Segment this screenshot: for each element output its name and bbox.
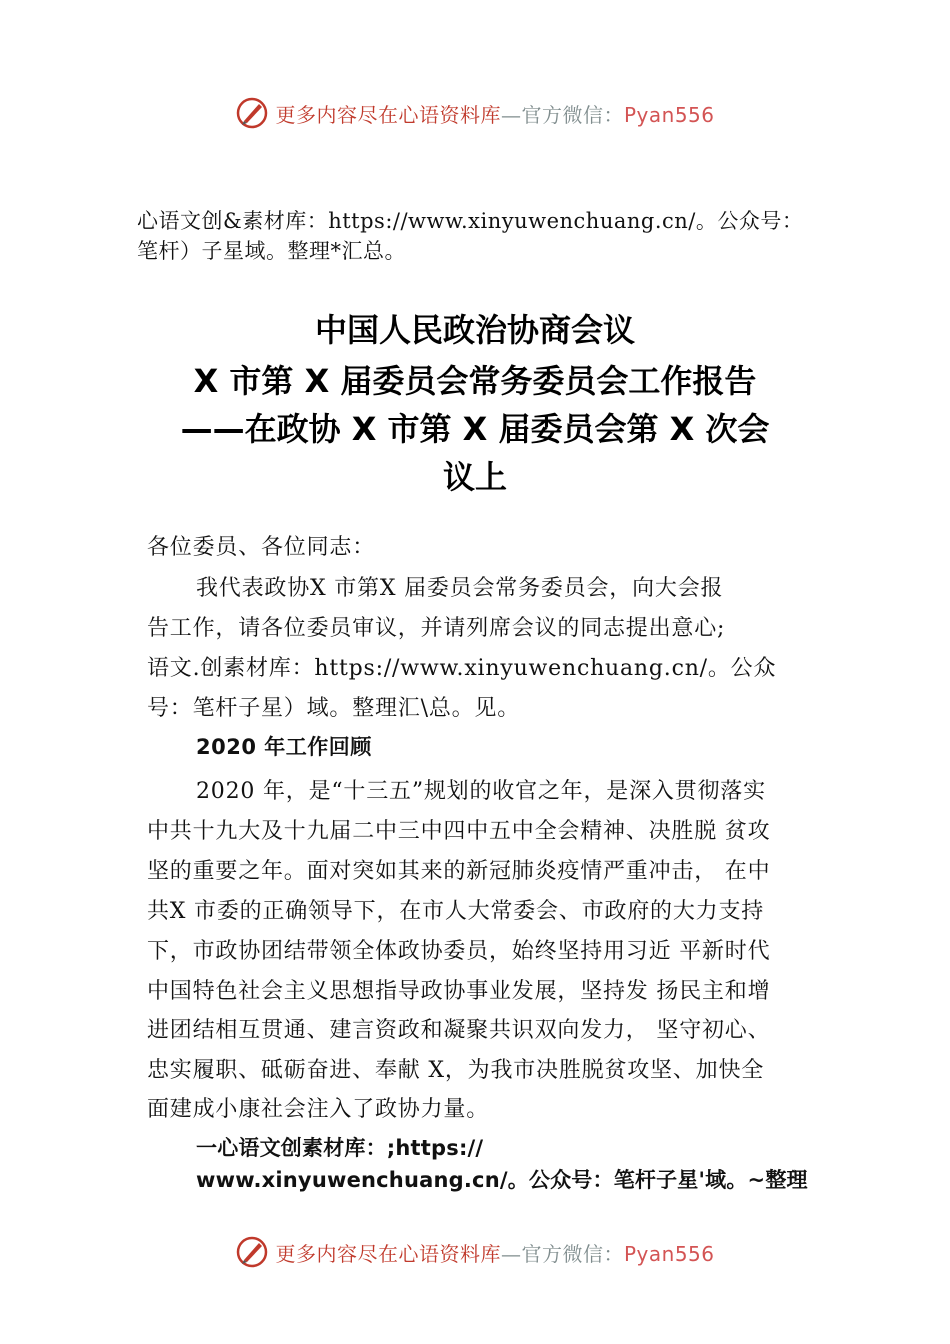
banner-text [275,99,714,128]
bold-link-line: www.xinyuwenchuang.cn/。公众号：笔杆子星'域。~整理 [196,1168,808,1192]
paragraph-line: 忠实履职、砥砺奋进、奉献 X，为我市决胜脱贫攻坚、加快全 [147,1058,765,1083]
paragraph-line: 下，市政协团结带领全体政协委员，始终坚持用习近 平新时代 [147,939,771,964]
intro-line: 心语文创&素材库：https://www.xinyuwenchuang.cn/。公众号： [137,209,804,233]
top-banner [0,93,950,133]
bold-link-line: 一心语文创素材库：;https:// [196,1136,484,1160]
banner-account: Pyan556 [623,102,715,127]
brush-logo-icon [235,1235,269,1269]
paragraph-line: 坚的重要之年。面对突如其来的新冠肺炎疫情严重冲击， 在中 [147,859,771,884]
banner-separator: —官方微信： [500,1241,624,1266]
banner-text [275,1238,714,1267]
brush-logo-icon [235,96,269,130]
paragraph-line: 中共十九大及十九届二中三中四中五中全会精神、决胜脱 贫攻 [147,819,771,844]
intro-line: 笔杆）子星域。整理*汇总。 [137,239,406,263]
paragraph-line: 告工作，请各位委员审议，并请列席会议的同志提出意心; [147,616,726,641]
title-line: 议上 [442,458,507,496]
paragraph-line: 面建成小康社会注入了政协力量。 [147,1097,490,1122]
banner-main: 更多内容尽在心语资料库 [275,102,501,127]
paragraph-line: 号：笔杆子星）域。整理汇\总。见。 [147,696,521,721]
title-line: 中国人民政治协商会议 [314,311,635,349]
banner-main: 更多内容尽在心语资料库 [275,1241,501,1266]
greeting: 各位委员、各位同志： [147,535,376,560]
paragraph-line: 中国特色社会主义思想指导政协事业发展，坚持发 扬民主和增 [147,979,771,1004]
paragraph-line: 我代表政协X 市第X 届委员会常务委员会，向大会报 [196,576,724,601]
bottom-banner [0,1232,950,1272]
title-line: ——在政协 X 市第 X 届委员会第 X 次会 [180,410,770,448]
banner-separator: —官方微信： [500,102,624,127]
paragraph-line: 进团结相互贯通、建言资政和凝聚共识双向发力， 坚守初心、 [147,1018,771,1043]
section-heading: 2020 年工作回顾 [196,735,372,759]
paragraph-line: 语文.创素材库：https://www.xinyuwenchuang.cn/。公众 [147,656,777,681]
banner-account: Pyan556 [623,1241,715,1266]
paragraph-line: 2020 年，是“十三五”规划的收官之年，是深入贯彻落实 [196,779,766,804]
paragraph-line: 共X 市委的正确领导下，在市人大常委会、市政府的大力支持 [147,899,765,924]
title-line: X 市第 X 届委员会常务委员会工作报告 [193,362,757,400]
